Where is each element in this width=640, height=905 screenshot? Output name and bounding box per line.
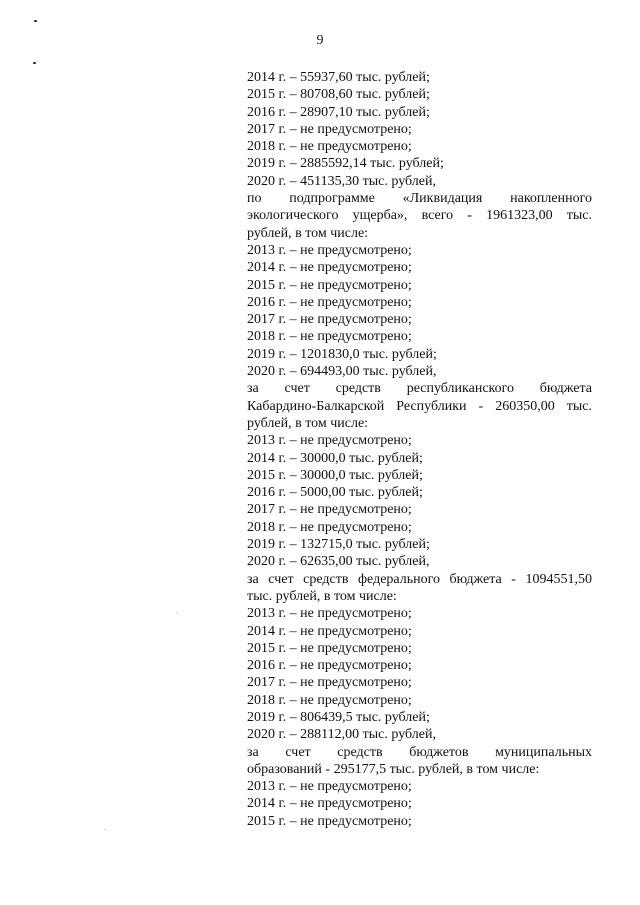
subprogram-intro-line: по подпрограмме «Ликвидация накопленного xyxy=(247,191,592,207)
subprogram-year-line: 2020 г. – 694493,00 тыс. рублей, xyxy=(247,364,437,380)
subprogram-intro-line: рублей, в том числе: xyxy=(247,225,369,241)
subprogram-year-line: 2017 г. – не предусмотрено; xyxy=(247,312,412,328)
subprogram-intro-line: экологического ущерба», всего - 1961323,00 тыс. xyxy=(247,208,592,224)
federal-year-line: 2020 г. – 288112,00 тыс. рублей, xyxy=(247,727,436,743)
subprogram-year-line: 2019 г. – 1201830,0 тыс. рублей; xyxy=(247,346,437,362)
republic-intro-line: рублей, в том числе: xyxy=(247,415,369,431)
funding-line: 2018 г. – не предусмотрено; xyxy=(247,139,412,155)
federal-year-line: 2017 г. – не предусмотрено; xyxy=(247,675,412,691)
federal-year-line: 2016 г. – не предусмотрено; xyxy=(247,658,412,674)
republic-intro-line: Кабардино-Балкарской Республики - 260350,00 тыс. xyxy=(247,398,592,414)
federal-intro-line: за счет средств федерального бюджета - 1094551,50 xyxy=(247,571,592,587)
document-body xyxy=(247,69,592,830)
federal-intro-line: тыс. рублей, в том числе: xyxy=(247,588,397,604)
republic-year-line: 2013 г. – не предусмотрено; xyxy=(247,433,412,449)
scan-speck xyxy=(33,62,36,64)
federal-year-line: 2013 г. – не предусмотрено; xyxy=(247,606,412,622)
republic-year-line: 2017 г. – не предусмотрено; xyxy=(247,502,412,518)
municipal-intro-line: образований - 295177,5 тыс. рублей, в том числе: xyxy=(247,761,540,777)
federal-year-line: 2019 г. – 806439,5 тыс. рублей; xyxy=(247,709,430,725)
page-number: 9 xyxy=(316,33,324,48)
subprogram-year-line: 2015 г. – не предусмотрено; xyxy=(247,277,412,293)
subprogram-year-line: 2016 г. – не предусмотрено; xyxy=(247,294,412,310)
funding-line: 2017 г. – не предусмотрено; xyxy=(247,121,412,137)
republic-year-line: 2014 г. – 30000,0 тыс. рублей; xyxy=(247,450,423,466)
funding-line: 2015 г. – 80708,60 тыс. рублей; xyxy=(247,87,430,103)
republic-year-line: 2016 г. – 5000,00 тыс. рублей; xyxy=(247,485,423,501)
federal-year-line: 2014 г. – не предусмотрено; xyxy=(247,623,412,639)
subprogram-year-line: 2014 г. – не предусмотрено; xyxy=(247,260,412,276)
subprogram-year-line: 2013 г. – не предусмотрено; xyxy=(247,242,412,258)
municipal-year-line: 2015 г. – не предусмотрено; xyxy=(247,813,412,829)
municipal-year-line: 2014 г. – не предусмотрено; xyxy=(247,796,412,812)
municipal-year-line: 2013 г. – не предусмотрено; xyxy=(247,779,412,795)
republic-year-line: 2015 г. – 30000,0 тыс. рублей; xyxy=(247,467,423,483)
republic-year-line: 2019 г. – 132715,0 тыс. рублей; xyxy=(247,537,430,553)
scan-speck xyxy=(34,20,37,22)
subprogram-year-line: 2018 г. – не предусмотрено; xyxy=(247,329,412,345)
republic-year-line: 2020 г. – 62635,00 тыс. рублей, xyxy=(247,554,430,570)
funding-line: 2016 г. – 28907,10 тыс. рублей; xyxy=(247,104,430,120)
funding-line: 2020 г. – 451135,30 тыс. рублей, xyxy=(247,173,436,189)
republic-intro-line: за счет средств республиканского бюджета xyxy=(247,381,592,397)
federal-year-line: 2015 г. – не предусмотрено; xyxy=(247,640,412,656)
municipal-intro-line: за счет средств бюджетов муниципальных xyxy=(247,744,592,760)
scan-speck xyxy=(104,829,105,830)
federal-year-line: 2018 г. – не предусмотрено; xyxy=(247,692,412,708)
scan-speck xyxy=(176,612,177,613)
funding-line: 2019 г. – 2885592,14 тыс. рублей; xyxy=(247,156,444,172)
republic-year-line: 2018 г. – не предусмотрено; xyxy=(247,519,412,535)
funding-line: 2014 г. – 55937,60 тыс. рублей; xyxy=(247,70,430,85)
